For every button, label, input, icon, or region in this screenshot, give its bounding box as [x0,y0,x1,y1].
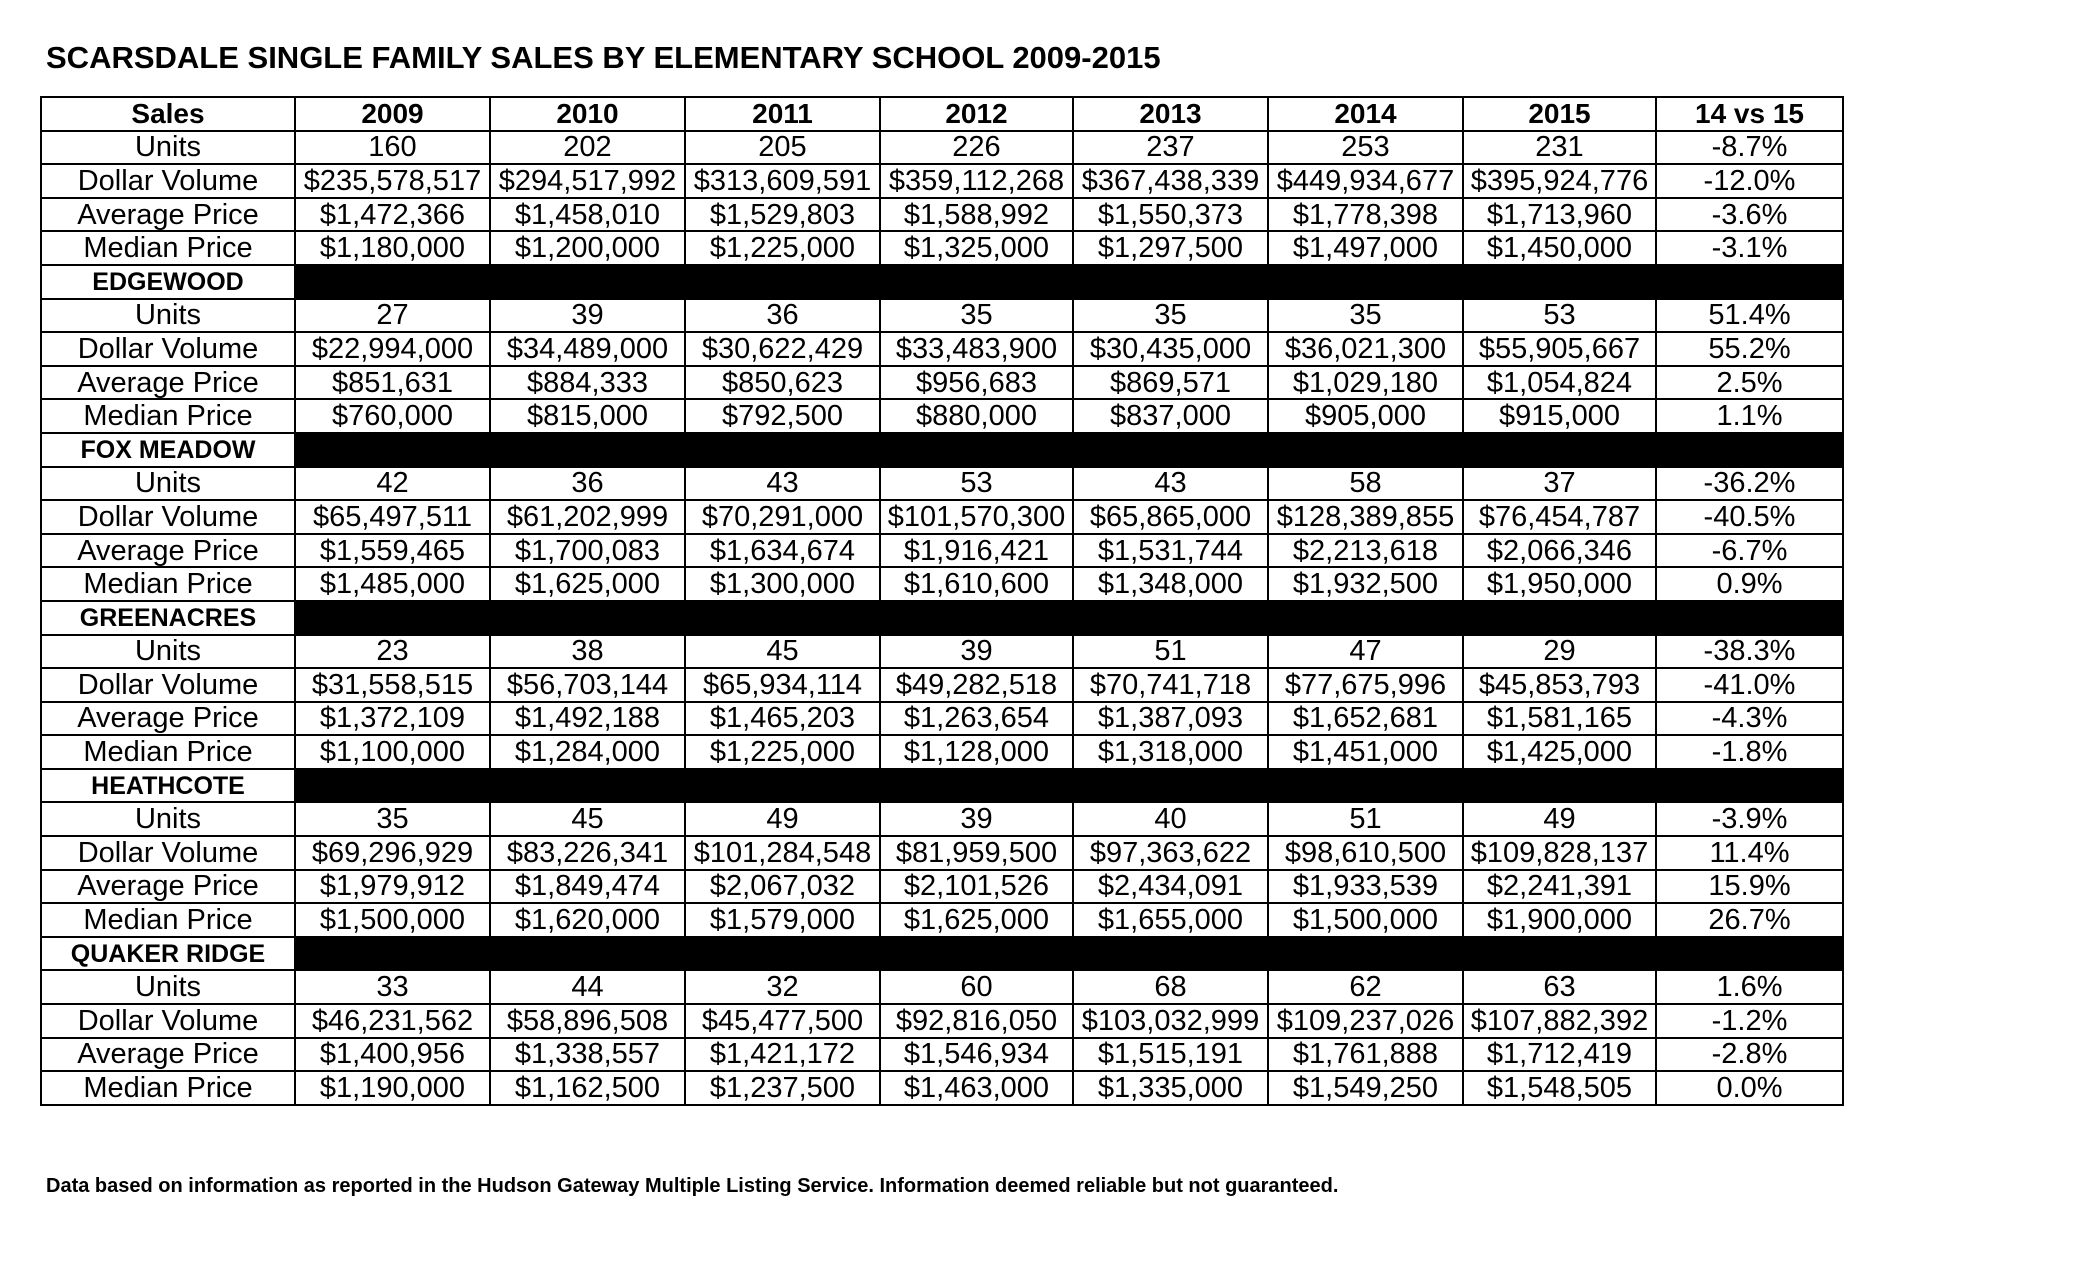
column-header-2014: 2014 [1268,97,1463,131]
cell-2012: $33,483,900 [880,332,1073,366]
cell-2012: $81,959,500 [880,836,1073,870]
cell-2010: $815,000 [490,399,685,433]
cell-2012: $956,683 [880,366,1073,400]
cell-2013: 43 [1073,467,1268,501]
table-body [41,131,1843,1105]
cell-2014: 51 [1268,802,1463,836]
table-row [41,836,1843,870]
cell-change: 15.9% [1656,870,1843,904]
section-header-row [41,937,1843,971]
cell-2009: $31,558,515 [295,668,490,702]
cell-2012: $1,588,992 [880,198,1073,232]
row-label: Dollar Volume [41,1004,295,1038]
cell-2012: $49,282,518 [880,668,1073,702]
cell-2011: $2,067,032 [685,870,880,904]
cell-2014: 35 [1268,299,1463,333]
cell-2015: $1,548,505 [1463,1071,1656,1105]
cell-2014: $1,451,000 [1268,735,1463,769]
cell-change: -12.0% [1656,164,1843,198]
column-header-2011: 2011 [685,97,880,131]
cell-2010: 202 [490,131,685,165]
cell-2010: $61,202,999 [490,500,685,534]
cell-2013: $837,000 [1073,399,1268,433]
cell-2012: $1,325,000 [880,231,1073,265]
cell-2012: $1,625,000 [880,903,1073,937]
cell-2009: 35 [295,802,490,836]
row-label: Units [41,802,295,836]
cell-2009: $22,994,000 [295,332,490,366]
cell-2012: 35 [880,299,1073,333]
table-row [41,467,1843,501]
cell-2014: $1,500,000 [1268,903,1463,937]
cell-2011: 205 [685,131,880,165]
cell-2010: 44 [490,970,685,1004]
cell-2015: $1,425,000 [1463,735,1656,769]
cell-2011: $30,622,429 [685,332,880,366]
cell-2011: $1,579,000 [685,903,880,937]
cell-change: 2.5% [1656,366,1843,400]
cell-2010: $884,333 [490,366,685,400]
cell-2009: $1,100,000 [295,735,490,769]
cell-2013: $1,387,093 [1073,702,1268,736]
cell-2014: $449,934,677 [1268,164,1463,198]
row-label: Units [41,131,295,165]
column-header-2013: 2013 [1073,97,1268,131]
cell-2015: 49 [1463,802,1656,836]
cell-2012: $880,000 [880,399,1073,433]
row-label: Median Price [41,1071,295,1105]
cell-2011: $1,421,172 [685,1038,880,1072]
cell-2013: $65,865,000 [1073,500,1268,534]
cell-2014: $36,021,300 [1268,332,1463,366]
section-divider-bar [295,265,1843,299]
cell-2014: $1,652,681 [1268,702,1463,736]
cell-2012: $1,610,600 [880,567,1073,601]
cell-2014: $77,675,996 [1268,668,1463,702]
cell-2014: $1,029,180 [1268,366,1463,400]
cell-2014: 47 [1268,635,1463,669]
cell-2014: 58 [1268,467,1463,501]
cell-2009: $760,000 [295,399,490,433]
cell-2014: $109,237,026 [1268,1004,1463,1038]
cell-2011: $1,634,674 [685,534,880,568]
cell-2009: $1,485,000 [295,567,490,601]
section-header-row [41,433,1843,467]
cell-2009: $65,497,511 [295,500,490,534]
cell-2010: $1,284,000 [490,735,685,769]
cell-change: -1.8% [1656,735,1843,769]
cell-2014: $1,497,000 [1268,231,1463,265]
row-label: Units [41,299,295,333]
column-header-change: 14 vs 15 [1656,97,1843,131]
table-row [41,1038,1843,1072]
column-header-2015: 2015 [1463,97,1656,131]
cell-2015: 29 [1463,635,1656,669]
cell-2011: $101,284,548 [685,836,880,870]
cell-2010: $1,200,000 [490,231,685,265]
cell-2013: 237 [1073,131,1268,165]
cell-2015: $1,713,960 [1463,198,1656,232]
cell-2012: $1,546,934 [880,1038,1073,1072]
cell-2013: $2,434,091 [1073,870,1268,904]
cell-2012: $1,263,654 [880,702,1073,736]
row-label: Average Price [41,702,295,736]
cell-2009: $1,372,109 [295,702,490,736]
cell-2012: 60 [880,970,1073,1004]
table-row [41,332,1843,366]
cell-2011: 49 [685,802,880,836]
cell-2010: 38 [490,635,685,669]
row-label: Median Price [41,735,295,769]
cell-2010: $1,700,083 [490,534,685,568]
cell-2015: $2,241,391 [1463,870,1656,904]
cell-2013: $1,531,744 [1073,534,1268,568]
section-label: FOX MEADOW [41,433,295,467]
section-label: QUAKER RIDGE [41,937,295,971]
cell-2012: $359,112,268 [880,164,1073,198]
cell-2015: $1,950,000 [1463,567,1656,601]
cell-2010: 45 [490,802,685,836]
cell-2009: 27 [295,299,490,333]
cell-2015: $107,882,392 [1463,1004,1656,1038]
cell-2014: $128,389,855 [1268,500,1463,534]
cell-2010: $83,226,341 [490,836,685,870]
cell-2012: $1,128,000 [880,735,1073,769]
cell-change: 51.4% [1656,299,1843,333]
cell-change: 11.4% [1656,836,1843,870]
cell-2013: $1,318,000 [1073,735,1268,769]
cell-2011: $65,934,114 [685,668,880,702]
sales-table [40,96,1844,1106]
cell-change: -6.7% [1656,534,1843,568]
row-label: Average Price [41,534,295,568]
table-row [41,1004,1843,1038]
cell-2011: $850,623 [685,366,880,400]
row-label: Dollar Volume [41,164,295,198]
cell-2015: $45,853,793 [1463,668,1656,702]
cell-2010: $294,517,992 [490,164,685,198]
cell-2015: $395,924,776 [1463,164,1656,198]
cell-2009: 160 [295,131,490,165]
header-row [41,97,1843,131]
cell-2009: $851,631 [295,366,490,400]
table-row [41,903,1843,937]
section-header-row [41,265,1843,299]
cell-2009: $1,472,366 [295,198,490,232]
table-row [41,668,1843,702]
cell-2009: $1,400,956 [295,1038,490,1072]
cell-2014: $1,778,398 [1268,198,1463,232]
cell-2015: $1,581,165 [1463,702,1656,736]
section-label: EDGEWOOD [41,265,295,299]
cell-2015: 37 [1463,467,1656,501]
cell-2012: 39 [880,802,1073,836]
cell-2014: $1,933,539 [1268,870,1463,904]
row-label: Median Price [41,903,295,937]
row-label: Median Price [41,231,295,265]
cell-2010: $1,625,000 [490,567,685,601]
table-row [41,702,1843,736]
cell-2010: $1,492,188 [490,702,685,736]
section-label: GREENACRES [41,601,295,635]
table-row [41,198,1843,232]
table-row [41,534,1843,568]
cell-2009: $1,559,465 [295,534,490,568]
cell-2014: 253 [1268,131,1463,165]
cell-2012: $1,463,000 [880,1071,1073,1105]
table-row [41,366,1843,400]
cell-2009: $1,500,000 [295,903,490,937]
cell-2013: 35 [1073,299,1268,333]
cell-change: -3.9% [1656,802,1843,836]
cell-2014: $905,000 [1268,399,1463,433]
cell-2011: $1,529,803 [685,198,880,232]
table-row [41,870,1843,904]
footnote: Data based on information as reported in the Hudson Gateway Multiple Listing Service. Information deemed reliable but not guaranteed. [46,1175,1339,1197]
row-label: Units [41,970,295,1004]
cell-2013: $1,348,000 [1073,567,1268,601]
cell-2011: $1,225,000 [685,735,880,769]
cell-2015: $1,900,000 [1463,903,1656,937]
row-label: Dollar Volume [41,668,295,702]
cell-2014: $1,761,888 [1268,1038,1463,1072]
cell-2011: $313,609,591 [685,164,880,198]
table-row [41,500,1843,534]
cell-2010: $1,620,000 [490,903,685,937]
column-header-2012: 2012 [880,97,1073,131]
table-row [41,164,1843,198]
cell-2015: 63 [1463,970,1656,1004]
cell-2011: $1,237,500 [685,1071,880,1105]
cell-2014: $2,213,618 [1268,534,1463,568]
row-label: Average Price [41,870,295,904]
cell-2013: $70,741,718 [1073,668,1268,702]
cell-change: 1.6% [1656,970,1843,1004]
cell-2010: $1,849,474 [490,870,685,904]
cell-change: -2.8% [1656,1038,1843,1072]
column-header-2010: 2010 [490,97,685,131]
cell-change: 0.9% [1656,567,1843,601]
cell-2009: $1,180,000 [295,231,490,265]
cell-2015: $915,000 [1463,399,1656,433]
cell-2015: $2,066,346 [1463,534,1656,568]
cell-2011: $70,291,000 [685,500,880,534]
cell-2011: $1,225,000 [685,231,880,265]
cell-2009: 33 [295,970,490,1004]
row-label: Units [41,467,295,501]
cell-2011: $45,477,500 [685,1004,880,1038]
cell-2011: 32 [685,970,880,1004]
cell-2012: 39 [880,635,1073,669]
cell-2013: $1,655,000 [1073,903,1268,937]
row-label: Average Price [41,198,295,232]
cell-2013: $1,550,373 [1073,198,1268,232]
section-divider-bar [295,769,1843,803]
cell-2015: $76,454,787 [1463,500,1656,534]
cell-2010: $1,458,010 [490,198,685,232]
row-label: Dollar Volume [41,500,295,534]
cell-change: -1.2% [1656,1004,1843,1038]
cell-change: 55.2% [1656,332,1843,366]
cell-2011: 43 [685,467,880,501]
cell-2009: $1,190,000 [295,1071,490,1105]
column-header-sales: Sales [41,97,295,131]
cell-2015: 53 [1463,299,1656,333]
table-row [41,802,1843,836]
cell-2013: $1,297,500 [1073,231,1268,265]
row-label: Median Price [41,567,295,601]
cell-change: 26.7% [1656,903,1843,937]
cell-change: 1.1% [1656,399,1843,433]
cell-2009: $46,231,562 [295,1004,490,1038]
cell-2010: $56,703,144 [490,668,685,702]
table-row [41,399,1843,433]
cell-2012: $101,570,300 [880,500,1073,534]
cell-change: -8.7% [1656,131,1843,165]
table-row [41,567,1843,601]
row-label: Median Price [41,399,295,433]
cell-2012: $2,101,526 [880,870,1073,904]
table-row [41,299,1843,333]
cell-2014: $1,549,250 [1268,1071,1463,1105]
cell-2015: $1,712,419 [1463,1038,1656,1072]
cell-change: -40.5% [1656,500,1843,534]
cell-2013: $367,438,339 [1073,164,1268,198]
cell-2014: 62 [1268,970,1463,1004]
cell-2015: $1,450,000 [1463,231,1656,265]
cell-change: -41.0% [1656,668,1843,702]
cell-2013: 40 [1073,802,1268,836]
row-label: Average Price [41,366,295,400]
cell-2011: 45 [685,635,880,669]
cell-2013: $869,571 [1073,366,1268,400]
row-label: Dollar Volume [41,836,295,870]
row-label: Average Price [41,1038,295,1072]
table-row [41,970,1843,1004]
table-row [41,735,1843,769]
cell-2013: $103,032,999 [1073,1004,1268,1038]
cell-2010: $1,338,557 [490,1038,685,1072]
cell-2009: $69,296,929 [295,836,490,870]
cell-2009: $1,979,912 [295,870,490,904]
page-title: SCARSDALE SINGLE FAMILY SALES BY ELEMENTARY SCHOOL 2009-2015 [46,40,1161,75]
cell-2010: $58,896,508 [490,1004,685,1038]
cell-2011: 36 [685,299,880,333]
cell-change: -36.2% [1656,467,1843,501]
table-row [41,231,1843,265]
cell-change: -4.3% [1656,702,1843,736]
table-row [41,131,1843,165]
cell-change: -3.6% [1656,198,1843,232]
section-divider-bar [295,601,1843,635]
cell-2013: $1,515,191 [1073,1038,1268,1072]
cell-2013: $97,363,622 [1073,836,1268,870]
cell-2012: 226 [880,131,1073,165]
cell-change: 0.0% [1656,1071,1843,1105]
cell-2012: $92,816,050 [880,1004,1073,1038]
cell-2010: $34,489,000 [490,332,685,366]
cell-2009: 23 [295,635,490,669]
row-label: Units [41,635,295,669]
row-label: Dollar Volume [41,332,295,366]
column-header-2009: 2009 [295,97,490,131]
cell-2013: $1,335,000 [1073,1071,1268,1105]
cell-2011: $1,465,203 [685,702,880,736]
cell-2010: $1,162,500 [490,1071,685,1105]
cell-2010: 36 [490,467,685,501]
cell-2015: $1,054,824 [1463,366,1656,400]
cell-2014: $1,932,500 [1268,567,1463,601]
section-header-row [41,769,1843,803]
cell-2015: $109,828,137 [1463,836,1656,870]
cell-2013: 68 [1073,970,1268,1004]
cell-2011: $1,300,000 [685,567,880,601]
cell-2012: $1,916,421 [880,534,1073,568]
cell-2015: $55,905,667 [1463,332,1656,366]
section-label: HEATHCOTE [41,769,295,803]
table-row [41,635,1843,669]
section-divider-bar [295,937,1843,971]
cell-change: -3.1% [1656,231,1843,265]
cell-2013: $30,435,000 [1073,332,1268,366]
cell-2012: 53 [880,467,1073,501]
cell-change: -38.3% [1656,635,1843,669]
cell-2014: $98,610,500 [1268,836,1463,870]
section-divider-bar [295,433,1843,467]
cell-2015: 231 [1463,131,1656,165]
cell-2010: 39 [490,299,685,333]
table-row [41,1071,1843,1105]
cell-2011: $792,500 [685,399,880,433]
section-header-row [41,601,1843,635]
cell-2009: $235,578,517 [295,164,490,198]
cell-2009: 42 [295,467,490,501]
cell-2013: 51 [1073,635,1268,669]
